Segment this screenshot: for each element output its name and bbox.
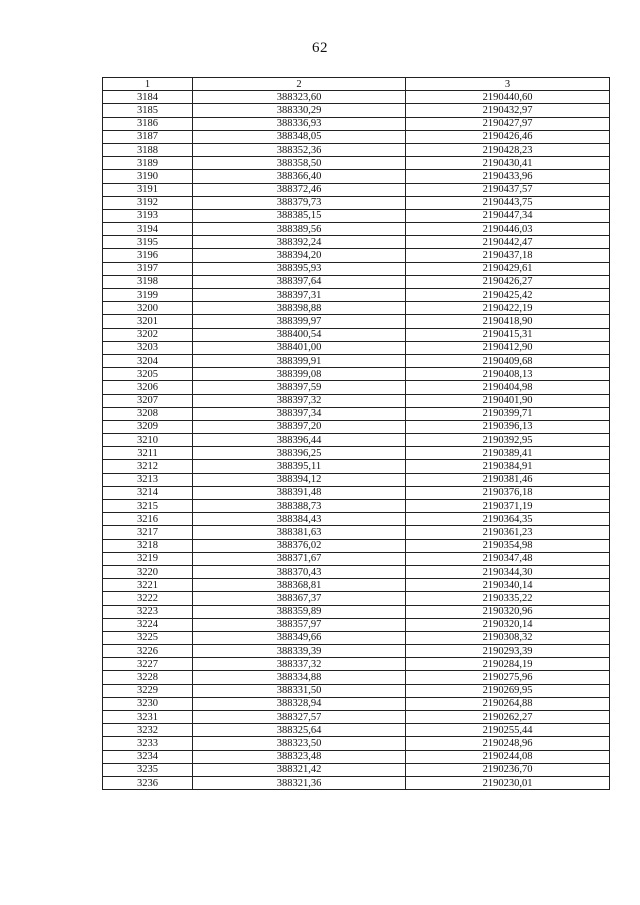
y-coordinate-cell: 2190396,13 (406, 420, 610, 433)
x-coordinate-cell: 388396,25 (193, 447, 406, 460)
y-coordinate-cell: 2190364,35 (406, 513, 610, 526)
table-row (103, 368, 610, 381)
x-coordinate-cell: 388394,12 (193, 473, 406, 486)
table-header (103, 78, 610, 91)
point-number-cell: 3187 (103, 130, 193, 143)
point-number-cell: 3200 (103, 302, 193, 315)
y-coordinate-cell: 2190255,44 (406, 724, 610, 737)
table-row (103, 262, 610, 275)
point-number-cell: 3189 (103, 157, 193, 170)
table-row (103, 539, 610, 552)
point-number-cell: 3194 (103, 223, 193, 236)
table-row (103, 565, 610, 578)
x-coordinate-cell: 388371,67 (193, 552, 406, 565)
table-row (103, 381, 610, 394)
table-row (103, 434, 610, 447)
x-coordinate-cell: 388384,43 (193, 513, 406, 526)
x-coordinate-cell: 388357,97 (193, 618, 406, 631)
point-number-cell: 3216 (103, 513, 193, 526)
y-coordinate-cell: 2190432,97 (406, 104, 610, 117)
point-number-cell: 3209 (103, 420, 193, 433)
point-number-cell: 3203 (103, 341, 193, 354)
y-coordinate-cell: 2190284,19 (406, 658, 610, 671)
x-coordinate-cell: 388395,93 (193, 262, 406, 275)
y-coordinate-cell: 2190230,01 (406, 776, 610, 789)
point-number-cell: 3218 (103, 539, 193, 552)
y-coordinate-cell: 2190427,97 (406, 117, 610, 130)
point-number-cell: 3234 (103, 750, 193, 763)
point-number-cell: 3191 (103, 183, 193, 196)
point-number-cell: 3198 (103, 275, 193, 288)
y-coordinate-cell: 2190446,03 (406, 223, 610, 236)
y-coordinate-cell: 2190376,18 (406, 486, 610, 499)
x-coordinate-cell: 388330,29 (193, 104, 406, 117)
x-coordinate-cell: 388388,73 (193, 500, 406, 513)
x-coordinate-cell: 388367,37 (193, 592, 406, 605)
y-coordinate-cell: 2190428,23 (406, 143, 610, 156)
point-number-cell: 3211 (103, 447, 193, 460)
table-row (103, 500, 610, 513)
x-coordinate-cell: 388397,34 (193, 407, 406, 420)
x-coordinate-cell: 388376,02 (193, 539, 406, 552)
y-coordinate-cell: 2190440,60 (406, 91, 610, 104)
table-row (103, 223, 610, 236)
x-coordinate-cell: 388381,63 (193, 526, 406, 539)
x-coordinate-cell: 388323,48 (193, 750, 406, 763)
point-number-cell: 3226 (103, 645, 193, 658)
x-coordinate-cell: 388400,54 (193, 328, 406, 341)
point-number-cell: 3213 (103, 473, 193, 486)
table-row (103, 236, 610, 249)
y-coordinate-cell: 2190320,96 (406, 605, 610, 618)
point-number-cell: 3210 (103, 434, 193, 447)
point-number-cell: 3190 (103, 170, 193, 183)
table-row (103, 407, 610, 420)
x-coordinate-cell: 388391,48 (193, 486, 406, 499)
table-row (103, 130, 610, 143)
x-coordinate-cell: 388389,56 (193, 223, 406, 236)
table-row (103, 645, 610, 658)
table-row (103, 776, 610, 789)
x-coordinate-cell: 388401,00 (193, 341, 406, 354)
y-coordinate-cell: 2190447,34 (406, 209, 610, 222)
table-row (103, 341, 610, 354)
point-number-cell: 3208 (103, 407, 193, 420)
x-coordinate-cell: 388325,64 (193, 724, 406, 737)
x-coordinate-cell: 388339,39 (193, 645, 406, 658)
point-number-cell: 3231 (103, 711, 193, 724)
table-row (103, 763, 610, 776)
table-row (103, 328, 610, 341)
table-row (103, 315, 610, 328)
table-row (103, 275, 610, 288)
table-row (103, 302, 610, 315)
y-coordinate-cell: 2190437,57 (406, 183, 610, 196)
point-number-cell: 3201 (103, 315, 193, 328)
y-coordinate-cell: 2190429,61 (406, 262, 610, 275)
point-number-cell: 3186 (103, 117, 193, 130)
table-row (103, 618, 610, 631)
y-coordinate-cell: 2190437,18 (406, 249, 610, 262)
x-coordinate-cell: 388379,73 (193, 196, 406, 209)
table-row (103, 354, 610, 367)
y-coordinate-cell: 2190371,19 (406, 500, 610, 513)
x-coordinate-cell: 388397,20 (193, 420, 406, 433)
y-coordinate-cell: 2190422,19 (406, 302, 610, 315)
y-coordinate-cell: 2190404,98 (406, 381, 610, 394)
x-coordinate-cell: 388370,43 (193, 565, 406, 578)
y-coordinate-cell: 2190308,32 (406, 631, 610, 644)
y-coordinate-cell: 2190415,31 (406, 328, 610, 341)
table-row (103, 183, 610, 196)
table-row (103, 249, 610, 262)
y-coordinate-cell: 2190264,88 (406, 697, 610, 710)
point-number-cell: 3228 (103, 671, 193, 684)
point-number-cell: 3230 (103, 697, 193, 710)
point-number-cell: 3220 (103, 565, 193, 578)
y-coordinate-cell: 2190335,22 (406, 592, 610, 605)
point-number-cell: 3222 (103, 592, 193, 605)
x-coordinate-cell: 388366,40 (193, 170, 406, 183)
point-number-cell: 3229 (103, 684, 193, 697)
x-coordinate-cell: 388321,36 (193, 776, 406, 789)
y-coordinate-cell: 2190433,96 (406, 170, 610, 183)
x-coordinate-cell: 388359,89 (193, 605, 406, 618)
y-coordinate-cell: 2190262,27 (406, 711, 610, 724)
x-coordinate-cell: 388385,15 (193, 209, 406, 222)
table-row (103, 658, 610, 671)
table-row (103, 750, 610, 763)
point-number-cell: 3193 (103, 209, 193, 222)
y-coordinate-cell: 2190418,90 (406, 315, 610, 328)
point-number-cell: 3221 (103, 579, 193, 592)
x-coordinate-cell: 388352,36 (193, 143, 406, 156)
point-number-cell: 3224 (103, 618, 193, 631)
y-coordinate-cell: 2190347,48 (406, 552, 610, 565)
table-row (103, 697, 610, 710)
point-number-cell: 3205 (103, 368, 193, 381)
y-coordinate-cell: 2190381,46 (406, 473, 610, 486)
point-number-cell: 3219 (103, 552, 193, 565)
table-body (103, 91, 610, 790)
point-number-cell: 3199 (103, 289, 193, 302)
x-coordinate-cell: 388323,60 (193, 91, 406, 104)
x-coordinate-cell: 388336,93 (193, 117, 406, 130)
point-number-cell: 3236 (103, 776, 193, 789)
point-number-cell: 3202 (103, 328, 193, 341)
x-coordinate-cell: 388399,91 (193, 354, 406, 367)
y-coordinate-cell: 2190244,08 (406, 750, 610, 763)
y-coordinate-cell: 2190408,13 (406, 368, 610, 381)
x-coordinate-cell: 388368,81 (193, 579, 406, 592)
table-row (103, 420, 610, 433)
point-number-cell: 3217 (103, 526, 193, 539)
x-coordinate-cell: 388321,42 (193, 763, 406, 776)
point-number-cell: 3185 (103, 104, 193, 117)
x-coordinate-cell: 388399,08 (193, 368, 406, 381)
table-row (103, 143, 610, 156)
point-number-cell: 3232 (103, 724, 193, 737)
point-number-cell: 3197 (103, 262, 193, 275)
point-number-cell: 3192 (103, 196, 193, 209)
y-coordinate-cell: 2190442,47 (406, 236, 610, 249)
point-number-cell: 3207 (103, 394, 193, 407)
x-coordinate-cell: 388397,32 (193, 394, 406, 407)
y-coordinate-cell: 2190425,42 (406, 289, 610, 302)
y-coordinate-cell: 2190389,41 (406, 447, 610, 460)
table-row (103, 460, 610, 473)
y-coordinate-cell: 2190384,91 (406, 460, 610, 473)
y-coordinate-cell: 2190275,96 (406, 671, 610, 684)
table-row (103, 552, 610, 565)
table-row (103, 737, 610, 750)
point-number-cell: 3206 (103, 381, 193, 394)
point-number-cell: 3227 (103, 658, 193, 671)
y-coordinate-cell: 2190293,39 (406, 645, 610, 658)
y-coordinate-cell: 2190426,46 (406, 130, 610, 143)
x-coordinate-cell: 388348,05 (193, 130, 406, 143)
x-coordinate-cell: 388372,46 (193, 183, 406, 196)
table-row (103, 104, 610, 117)
y-coordinate-cell: 2190430,41 (406, 157, 610, 170)
y-coordinate-cell: 2190340,14 (406, 579, 610, 592)
y-coordinate-cell: 2190320,14 (406, 618, 610, 631)
table-row (103, 684, 610, 697)
y-coordinate-cell: 2190361,23 (406, 526, 610, 539)
x-coordinate-cell: 388337,32 (193, 658, 406, 671)
x-coordinate-cell: 388349,66 (193, 631, 406, 644)
table-row (103, 157, 610, 170)
table-row (103, 592, 610, 605)
x-coordinate-cell: 388392,24 (193, 236, 406, 249)
x-coordinate-cell: 388399,97 (193, 315, 406, 328)
y-coordinate-cell: 2190354,98 (406, 539, 610, 552)
x-coordinate-cell: 388394,20 (193, 249, 406, 262)
point-number-cell: 3225 (103, 631, 193, 644)
point-number-cell: 3233 (103, 737, 193, 750)
x-coordinate-cell: 388398,88 (193, 302, 406, 315)
y-coordinate-cell: 2190426,27 (406, 275, 610, 288)
table-row (103, 196, 610, 209)
x-coordinate-cell: 388334,88 (193, 671, 406, 684)
table-row (103, 579, 610, 592)
table-row (103, 605, 610, 618)
table-row (103, 447, 610, 460)
column-header-1: 1 (103, 78, 193, 91)
point-number-cell: 3188 (103, 143, 193, 156)
y-coordinate-cell: 2190412,90 (406, 341, 610, 354)
column-header-3: 3 (406, 78, 610, 91)
point-number-cell: 3215 (103, 500, 193, 513)
point-number-cell: 3223 (103, 605, 193, 618)
table-row (103, 117, 610, 130)
y-coordinate-cell: 2190392,95 (406, 434, 610, 447)
table-row (103, 394, 610, 407)
y-coordinate-cell: 2190399,71 (406, 407, 610, 420)
y-coordinate-cell: 2190248,96 (406, 737, 610, 750)
table-row (103, 671, 610, 684)
table-row (103, 526, 610, 539)
y-coordinate-cell: 2190269,95 (406, 684, 610, 697)
table-row (103, 486, 610, 499)
x-coordinate-cell: 388323,50 (193, 737, 406, 750)
table-row (103, 473, 610, 486)
column-header-2: 2 (193, 78, 406, 91)
x-coordinate-cell: 388397,59 (193, 381, 406, 394)
x-coordinate-cell: 388327,57 (193, 711, 406, 724)
y-coordinate-cell: 2190443,75 (406, 196, 610, 209)
y-coordinate-cell: 2190344,30 (406, 565, 610, 578)
table-header-row (103, 78, 610, 91)
page-number: 62 (312, 40, 328, 56)
table-row (103, 209, 610, 222)
table-row (103, 91, 610, 104)
coordinates-table (102, 77, 610, 790)
x-coordinate-cell: 388328,94 (193, 697, 406, 710)
x-coordinate-cell: 388397,64 (193, 275, 406, 288)
x-coordinate-cell: 388397,31 (193, 289, 406, 302)
point-number-cell: 3212 (103, 460, 193, 473)
point-number-cell: 3204 (103, 354, 193, 367)
point-number-cell: 3184 (103, 91, 193, 104)
x-coordinate-cell: 388358,50 (193, 157, 406, 170)
y-coordinate-cell: 2190409,68 (406, 354, 610, 367)
point-number-cell: 3195 (103, 236, 193, 249)
table-row (103, 724, 610, 737)
x-coordinate-cell: 388395,11 (193, 460, 406, 473)
table-row (103, 631, 610, 644)
x-coordinate-cell: 388331,50 (193, 684, 406, 697)
table-row (103, 513, 610, 526)
y-coordinate-cell: 2190401,90 (406, 394, 610, 407)
table-row (103, 170, 610, 183)
point-number-cell: 3196 (103, 249, 193, 262)
x-coordinate-cell: 388396,44 (193, 434, 406, 447)
point-number-cell: 3235 (103, 763, 193, 776)
point-number-cell: 3214 (103, 486, 193, 499)
table-row (103, 289, 610, 302)
table-row (103, 711, 610, 724)
y-coordinate-cell: 2190236,70 (406, 763, 610, 776)
